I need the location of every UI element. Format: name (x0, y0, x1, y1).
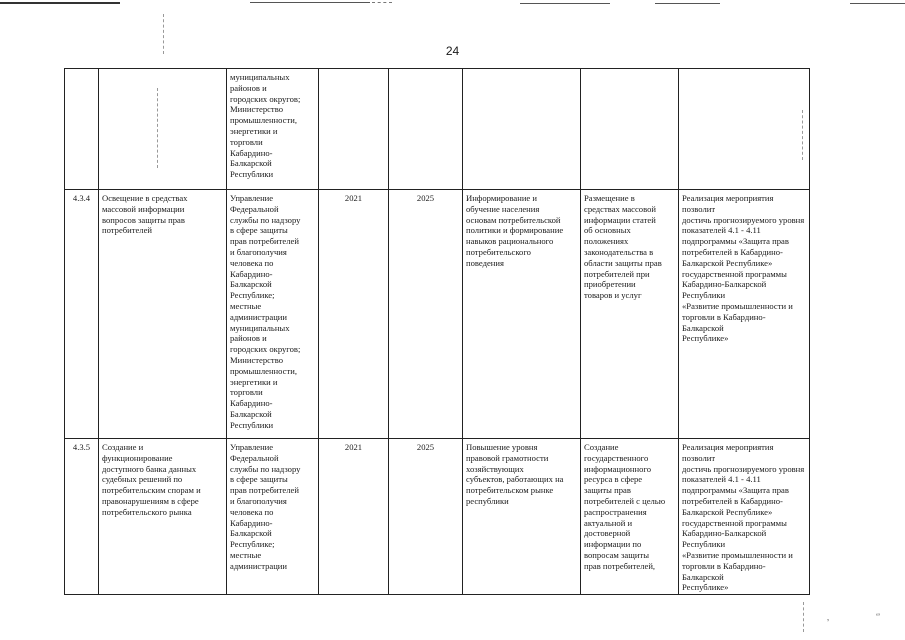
end-year-cell: 2025 (389, 190, 463, 439)
indicator-cell: Размещение в средствах массовой информации статей об основных положениях законодательства в области защиты прав потребителей при приобретении товаров и услуг (581, 190, 679, 439)
expected-result-cell: Информирование и обучение населения основам потребительской политики и формирование навыков рационального потребительского поведения (463, 190, 581, 439)
measure-name-cell (99, 69, 227, 190)
page-number: 24 (445, 44, 460, 58)
start-year-cell: 2021 (319, 190, 389, 439)
executor-cell: муниципальных районов и городских округов; Министерство промышленности, энергетики и торговли Кабардино- Балкарской Республики (227, 69, 319, 190)
start-year-cell: 2021 (319, 439, 389, 595)
scan-artifact-vertical-4 (803, 602, 804, 632)
scan-artifact-mark-1: ‚ (827, 612, 829, 622)
row-number-cell (65, 69, 99, 190)
executor-cell: Управление Федеральной службы по надзору в сфере защиты прав потребителей и благополучия человека по Кабардино- Балкарской Республике; местные администрации (227, 439, 319, 595)
scan-artifact-mark-2: ‘’ (876, 612, 880, 622)
end-year-cell: 2025 (389, 439, 463, 595)
table-row (65, 69, 810, 190)
scan-artifact-top-far (850, 3, 905, 4)
measure-name-cell: Создание и функционирование доступного банка данных судебных решений по потребительским спорам и правонарушениям в сфере потребительского рынка (99, 439, 227, 595)
scan-artifact-top-mid2 (372, 2, 392, 3)
scan-artifact-top-left (0, 2, 120, 4)
expected-result-cell: Повышение уровня правовой грамотности хозяйствующих субъектов, работающих на потребительском рынке республики (463, 439, 581, 595)
program-link-cell (679, 69, 810, 190)
scan-artifact-top-mid (250, 2, 370, 3)
program-link-cell: Реализация мероприятия позволит достичь прогнозируемого уровня показателей 4.1 - 4.11 подпрограммы «Защита прав потребителей в Кабардино- Балкарской Республике» государственной программы Кабардино-Балкарской Республики «Развитие промышленности и торговли в Кабардино-Балкарской Республике» (679, 190, 810, 439)
row-number-cell: 4.3.5 (65, 439, 99, 595)
measure-name-cell: Освещение в средствах массовой информации вопросов защиты прав потребителей (99, 190, 227, 439)
table-row (65, 190, 810, 439)
start-year-cell (319, 69, 389, 190)
program-link-cell: Реализация мероприятия позволит достичь прогнозируемого уровня показателей 4.1 - 4.11 подпрограммы «Защита прав потребителей в Кабардино- Балкарской Республике» государственной программы Кабардино-Балкарской Республики «Развитие промышленности и торговли в Кабардино-Балкарской Республике» (679, 439, 810, 595)
executor-cell: Управление Федеральной службы по надзору в сфере защиты прав потребителей и благополучия человека по Кабардино- Балкарской Республике; местные администрации муниципальных районов и городских округов; Министерство промышленности, энергетики и торговли Кабардино- Балкарской Республики (227, 190, 319, 439)
expected-result-cell (463, 69, 581, 190)
indicator-cell (581, 69, 679, 190)
row-number-cell: 4.3.4 (65, 190, 99, 439)
table-row (65, 439, 810, 595)
indicator-cell: Создание государственного информационного ресурса в сфере защиты прав потребителей с целью распространения актуальной и достоверной информации по вопросам защиты прав потребителей, (581, 439, 679, 595)
end-year-cell (389, 69, 463, 190)
scan-artifact-top-right (520, 3, 610, 4)
measures-table (64, 68, 810, 595)
scan-artifact-top-right2 (655, 3, 720, 4)
